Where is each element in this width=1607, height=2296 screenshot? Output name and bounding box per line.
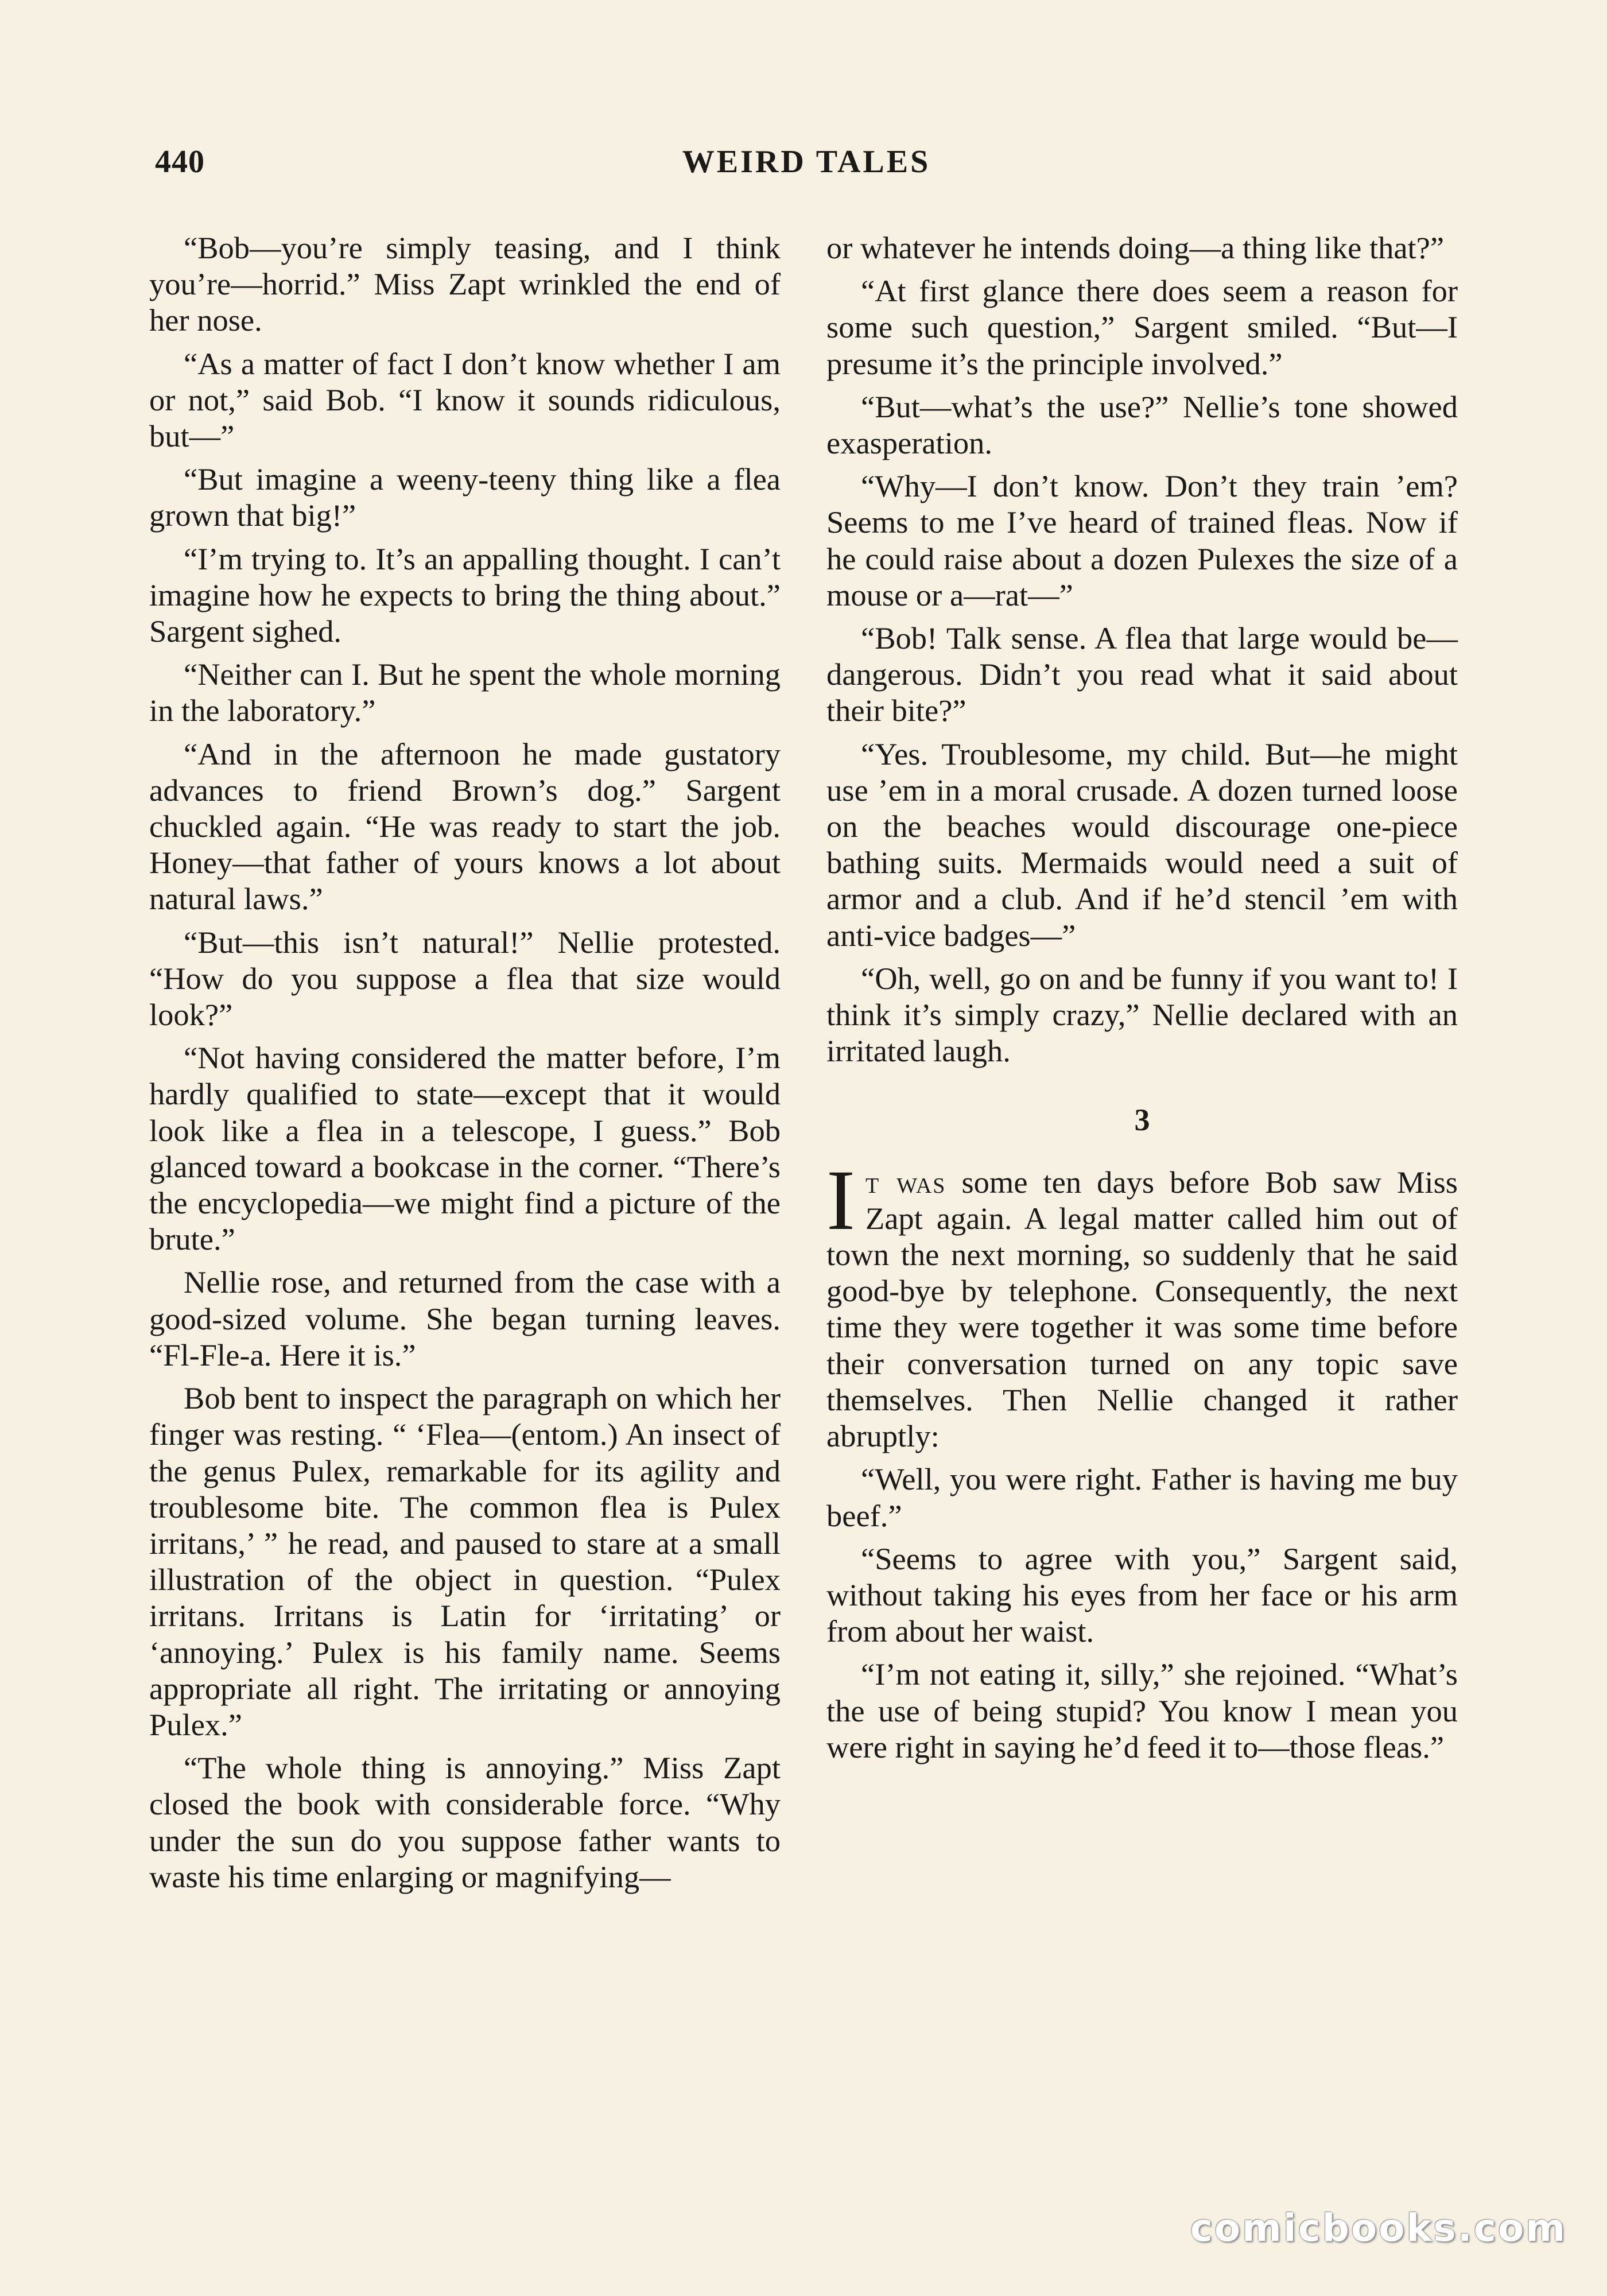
paragraph: “At first glance there does seem a reason for some such question,” Sargent smiled. “But—I presume it’s the principle involved.” (826, 273, 1458, 381)
page-header (155, 144, 1458, 189)
paragraph: “Not having considered the matter before, I’m hardly qualified to state—except that it would look like a flea in a telescope, I guess.” Bob glanced toward a bookcase in the corner. “There’s the encyclopedia—we might find a picture of the brute.” (149, 1040, 781, 1257)
paragraph: “Why—I don’t know. Don’t they train ’em? Seems to me I’ve heard of trained fleas. Now if he could raise about a dozen Pulexes the size of a mouse or a—rat—” (826, 468, 1458, 612)
site-watermark: comicbooks.com (1190, 2206, 1567, 2250)
paragraph: “Yes. Troublesome, my child. But—he might use ’em in a moral crusade. A dozen turned loose on the beaches would discourage one-piece bathing suits. Mermaids would need a suit of armor and a club. And if he’d stencil ’em with anti-vice badges—” (826, 736, 1458, 953)
paragraph: “Oh, well, go on and be funny if you want to! I think it’s simply crazy,” Nellie declared with an irritated laugh. (826, 960, 1458, 1069)
paragraph: “Seems to agree with you,” Sargent said, without taking his eyes from her face or his arm from about her waist. (826, 1541, 1458, 1649)
paragraph: “Bob—you’re simply teasing, and I think you’re—horrid.” Miss Zapt wrinkled the end of her nose. (149, 230, 781, 338)
paragraph: “I’m trying to. It’s an appalling thought. I can’t imagine how he expects to bring the thing about.” Sargent sighed. (149, 541, 781, 649)
paragraph: “The whole thing is annoying.” Miss Zapt closed the book with considerable force. “Why under the sun do you suppose father wants to waste his time enlarging or magnifying— (149, 1750, 781, 1894)
small-caps-lead: t was (865, 1164, 946, 1200)
paragraph: “As a matter of fact I don’t know whether I am or not,” said Bob. “I know it sounds ridiculous, but—” (149, 346, 781, 454)
paragraph: “And in the afternoon he made gustatory advances to friend Brown’s dog.” Sargent chuckled again. “He was ready to start the job. Honey—that father of yours knows a lot about natural laws.” (149, 736, 781, 917)
drop-cap: I (826, 1152, 855, 1248)
section-number: 3 (1134, 1103, 1150, 1138)
paragraph: “I’m not eating it, silly,” she rejoined. “What’s the use of being stupid? You know I mean you were right in saying he’d feed it to—those fleas.” (826, 1657, 1458, 1764)
paragraph: “But imagine a weeny-teeny thing like a flea grown that big!” (149, 461, 781, 533)
paragraph-continued: or whatever he intends doing—a thing like that?” (826, 230, 1445, 265)
paragraph: Bob bent to inspect the paragraph on which her finger was resting. “ ‘Flea—(entom.) An insect of the genus Pulex, remarkable for its agility and troublesome bite. The common flea is Pulex irritans,’ ” he read, and paused to stare at a small illustration of the object in question. “Pulex irritans. Irritans is Latin for ‘irritating’ or ‘annoying.’ Pulex is his family name. Seems appropriate all right. The irritating or annoying Pulex.” (149, 1380, 781, 1742)
page-number: 440 (155, 144, 205, 180)
left-column (149, 230, 781, 1902)
paragraph: “Bob! Talk sense. A flea that large would be—dangerous. Didn’t you read what it said about their bite?” (826, 620, 1458, 728)
right-column (826, 230, 1458, 1772)
paragraph: “But—what’s the use?” Nellie’s tone showed exasperation. (826, 389, 1458, 461)
section-opening-text: some ten days before Bob saw Miss Zapt again. A legal matter called him out of town the next morning, so suddenly that he said good-bye by telephone. Consequently, the next time they were together it was some time before their conversation turned on any topic save themselves. Then Nellie changed it rather abruptly: (826, 1164, 1458, 1454)
paragraph: “But—this isn’t natural!” Nellie protested. “How do you suppose a flea that size would look?” (149, 924, 781, 1033)
paragraph: “Neither can I. But he spent the whole morning in the laboratory.” (149, 657, 781, 728)
paragraph: “Well, you were right. Father is having me buy beef.” (826, 1461, 1458, 1533)
running-title: WEIRD TALES (682, 144, 931, 180)
section-opening-paragraph (826, 1152, 1458, 1455)
paragraph: Nellie rose, and returned from the case with a good-sized volume. She began turning leaves. “Fl-Fle-a. Here it is.” (149, 1265, 781, 1372)
